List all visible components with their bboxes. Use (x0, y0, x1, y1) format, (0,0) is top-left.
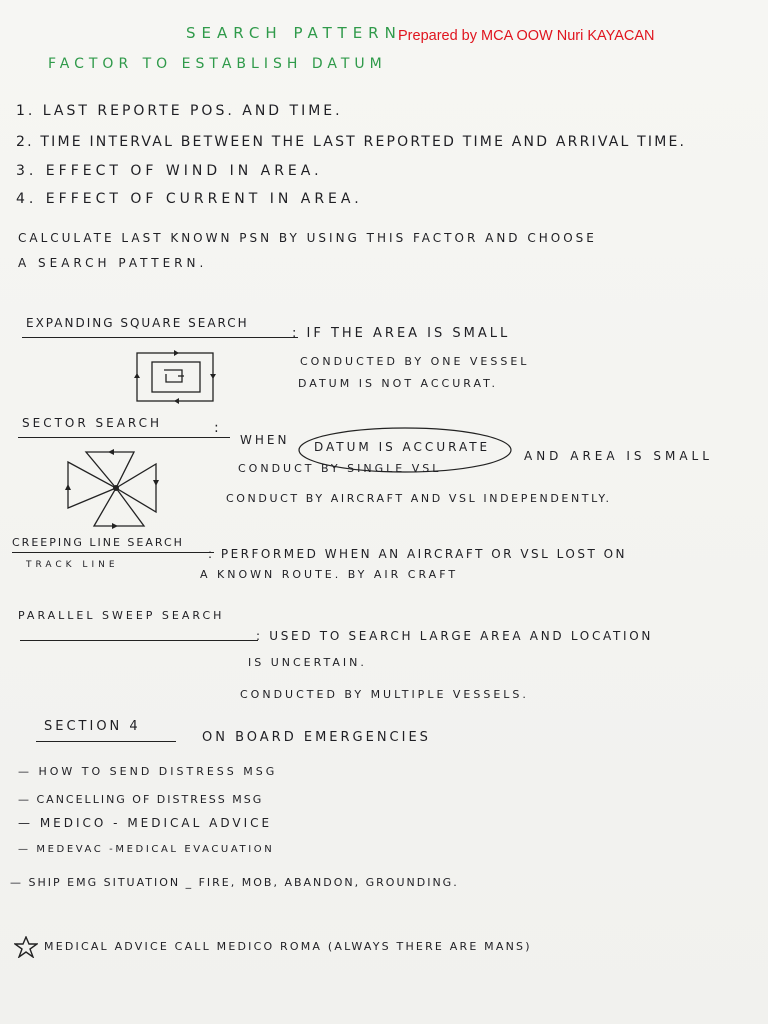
emergency-item: — SHIP EMG SITUATION _ FIRE, MOB, ABANDON, GROUNDING. (10, 876, 459, 889)
sector-colon: : (214, 420, 222, 436)
creeping-desc: A KNOWN ROUTE. BY AIR CRAFT (200, 568, 459, 581)
underline (22, 337, 298, 338)
calc-note-line: CALCULATE LAST KNOWN PSN BY USING THIS FACTOR AND CHOOSE (18, 231, 597, 245)
section-subtitle: FACTOR TO ESTABLISH DATUM (48, 56, 387, 72)
star-icon (14, 936, 38, 958)
expanding-square-diagram (134, 348, 224, 408)
expanding-desc: : IF THE AREA IS SMALL (292, 326, 511, 341)
page-title: SEARCH PATTERN (186, 24, 402, 42)
sector-desc: AND AREA IS SMALL (524, 449, 713, 463)
expanding-desc: DATUM IS NOT ACCURAT. (298, 377, 499, 390)
sector-search-diagram (64, 446, 164, 530)
underline (12, 552, 214, 553)
underline (20, 640, 258, 641)
creeping-line-label: CREEPING LINE SEARCH (12, 536, 184, 549)
parallel-desc: : USED TO SEARCH LARGE AREA AND LOCATION (256, 629, 654, 643)
sector-desc: WHEN (240, 433, 290, 447)
calc-note-line: A SEARCH PATTERN. (18, 256, 208, 270)
sector-search-label: SECTOR SEARCH (22, 416, 163, 430)
factor-item: 4. EFFECT OF CURRENT IN AREA. (16, 191, 363, 207)
section-4-title: ON BOARD EMERGENCIES (202, 730, 431, 745)
expanding-desc: CONDUCTED BY ONE VESSEL (300, 355, 530, 368)
emergency-item: — MEDICO - MEDICAL ADVICE (18, 816, 273, 830)
section-4-label: SECTION 4 (44, 719, 141, 734)
factor-item: 2. TIME INTERVAL BETWEEN THE LAST REPORTED TIME AND ARRIVAL TIME. (16, 134, 687, 150)
prepared-by-stamp: Prepared by MCA OOW Nuri KAYACAN (398, 28, 655, 44)
sector-desc: CONDUCT BY SINGLE VSL (238, 462, 442, 475)
emergency-item: — HOW TO SEND DISTRESS MSG (18, 765, 278, 778)
underline (36, 741, 176, 742)
parallel-desc: IS UNCERTAIN. (248, 656, 367, 669)
emergency-item: — MEDEVAC -MEDICAL EVACUATION (18, 844, 275, 855)
underline (18, 437, 230, 438)
sector-desc: CONDUCT BY AIRCRAFT AND VSL INDEPENDENTLY. (226, 492, 612, 505)
parallel-desc: CONDUCTED BY MULTIPLE VESSELS. (240, 688, 529, 701)
parallel-sweep-label: PARALLEL SWEEP SEARCH (18, 609, 225, 622)
emergency-item: — CANCELLING OF DISTRESS MSG (18, 793, 264, 806)
factor-item: 3. EFFECT OF WIND IN AREA. (16, 163, 323, 179)
creeping-desc: : PERFORMED WHEN AN AIRCRAFT OR VSL LOST ON (208, 547, 628, 561)
expanding-square-label: EXPANDING SQUARE SEARCH (26, 316, 249, 330)
factor-item: 1. LAST REPORTE POS. AND TIME. (16, 103, 343, 119)
creeping-sublabel: TRACK LINE (26, 560, 119, 570)
datum-accurate-circled: DATUM IS ACCURATE (314, 440, 491, 454)
medico-roma-note: MEDICAL ADVICE CALL MEDICO ROMA (ALWAYS THERE ARE MANS) (44, 940, 532, 953)
